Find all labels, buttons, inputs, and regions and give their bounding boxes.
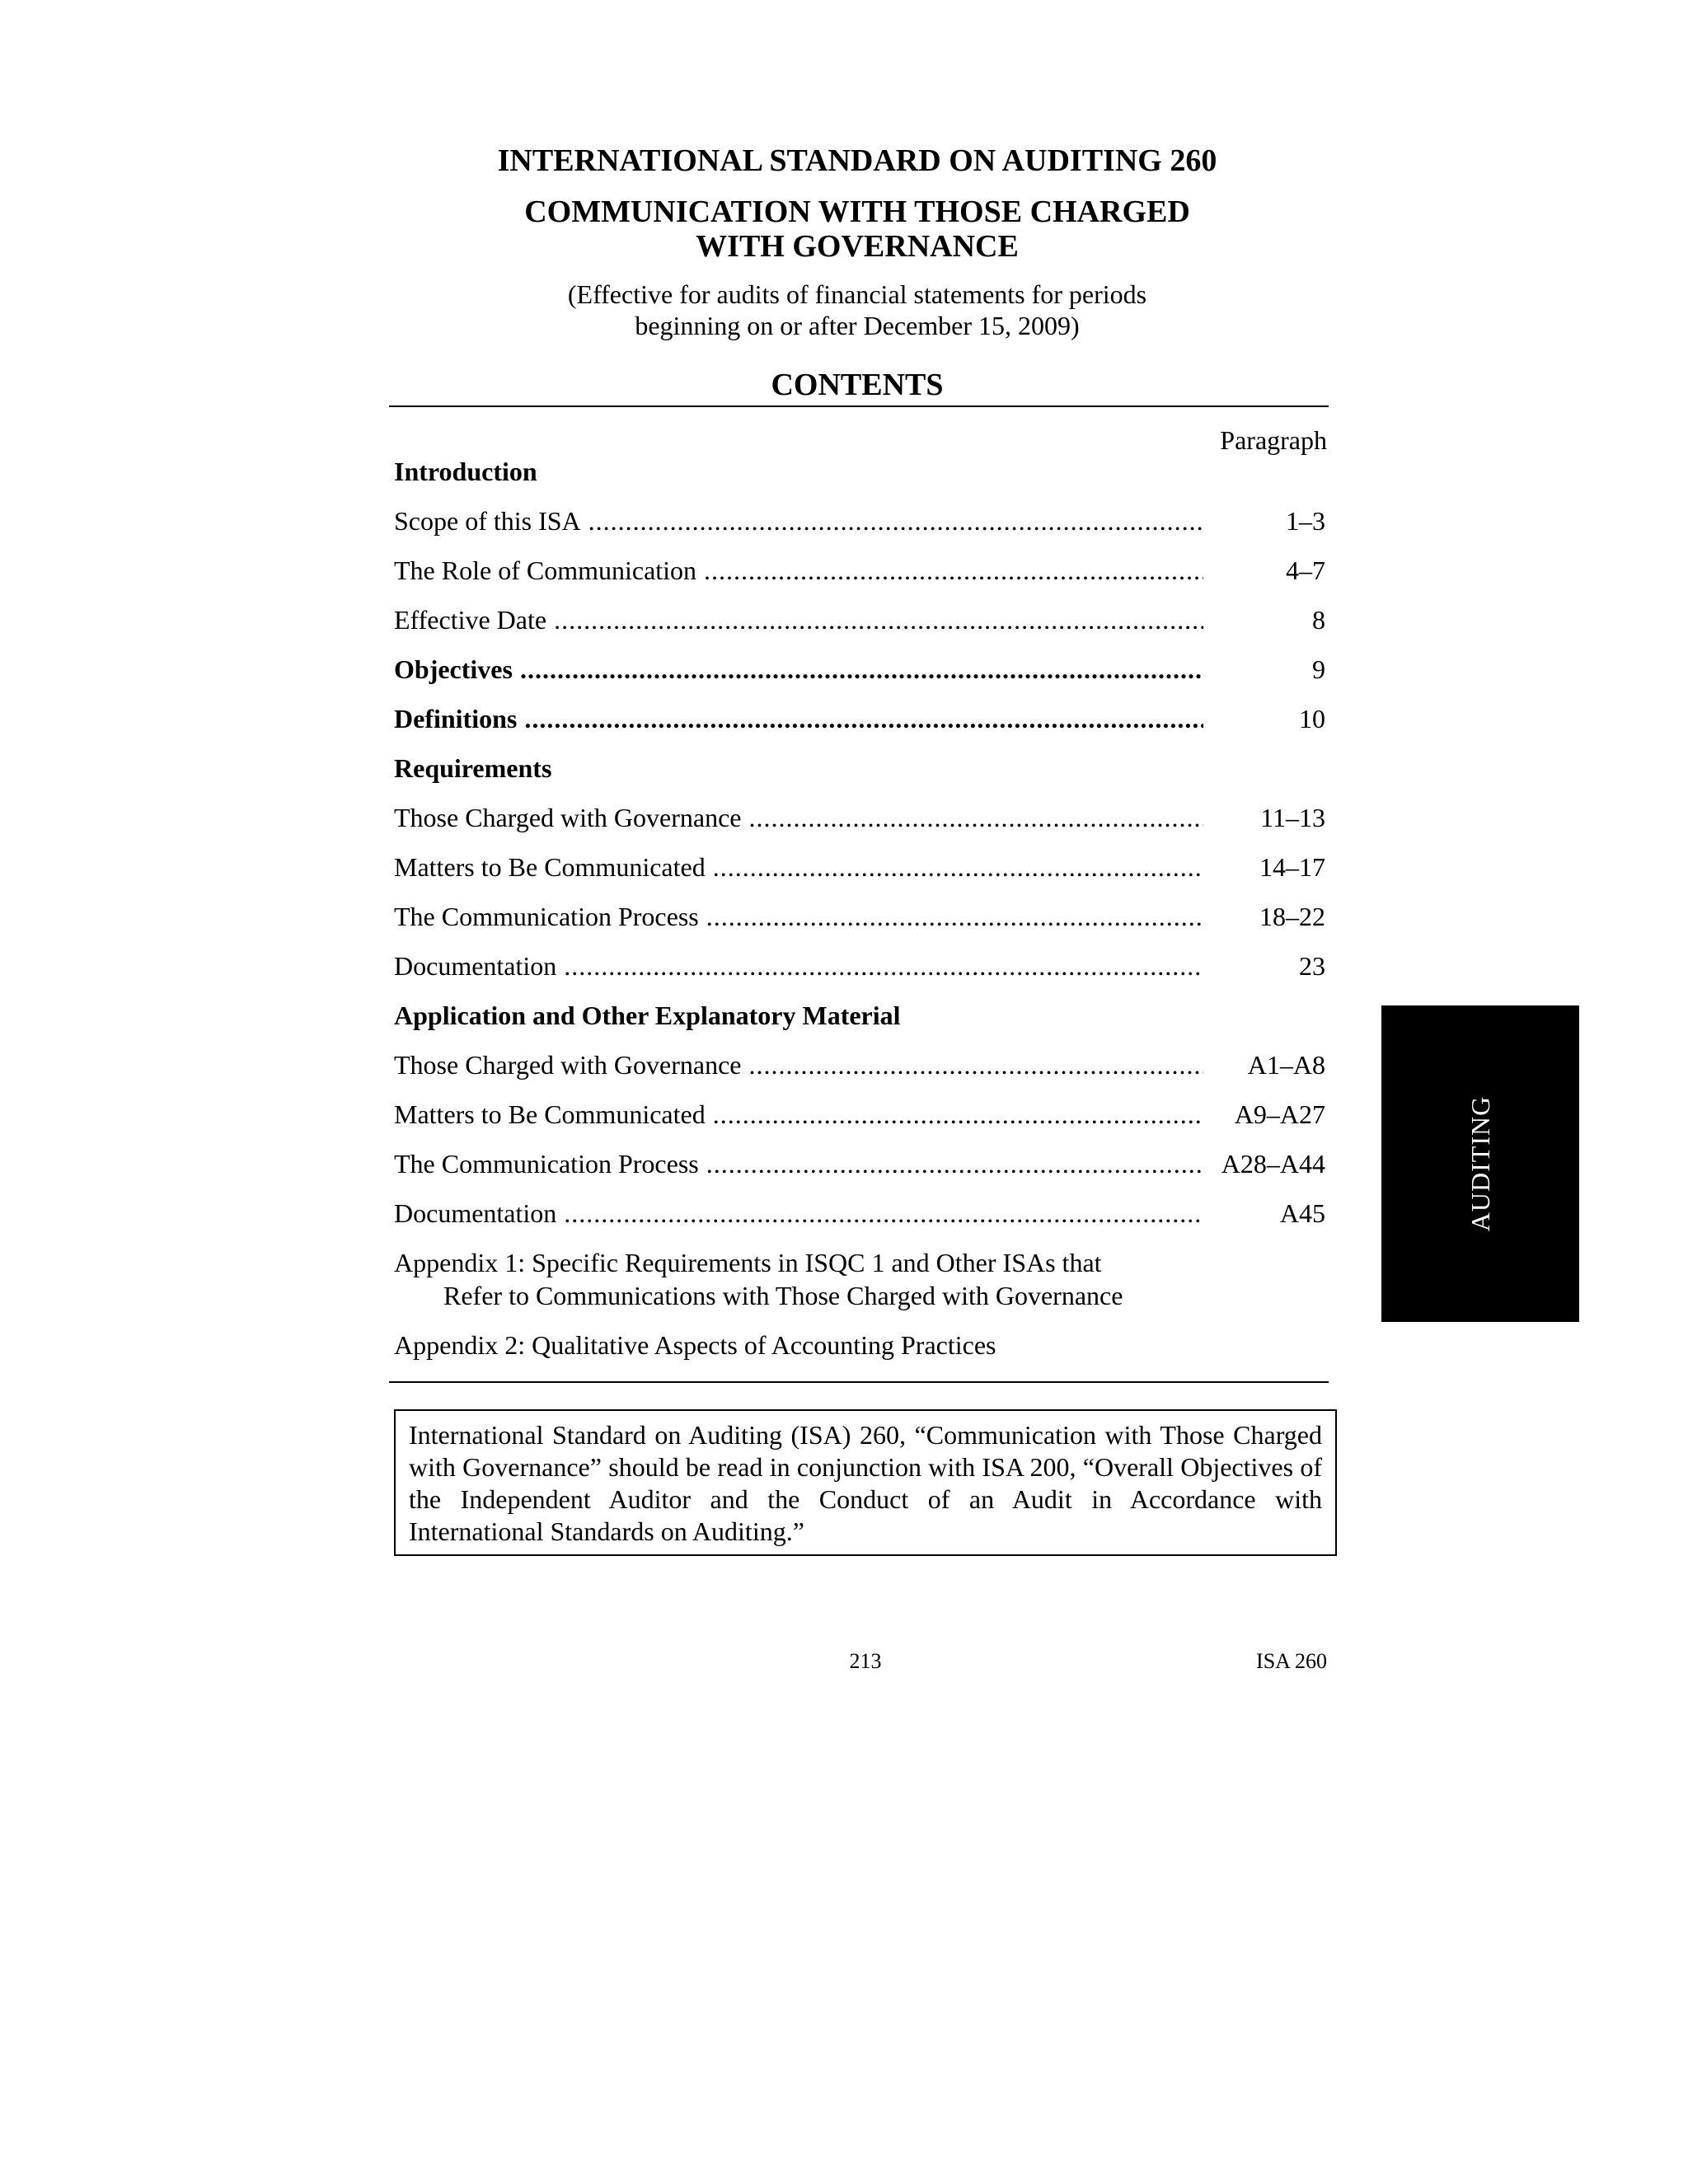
toc-appendix-1[interactable] — [394, 1246, 1123, 1312]
toc-entry-paragraph: 4–7 — [1286, 555, 1325, 585]
toc-appendix-2[interactable]: Appendix 2: Qualitative Aspects of Accounting Practices — [394, 1330, 996, 1360]
toc-entry-paragraph: 9 — [1312, 654, 1325, 684]
effective-line-2: beginning on or after December 15, 2009) — [635, 311, 1080, 340]
toc-entry[interactable] — [394, 1098, 1329, 1131]
toc-entry-paragraph: A9–A27 — [1234, 1099, 1325, 1129]
toc-entry-paragraph: 23 — [1299, 951, 1325, 981]
toc-entry-paragraph: 10 — [1299, 704, 1325, 733]
toc-entry[interactable] — [394, 1048, 1329, 1081]
toc-entry-label: The Communication Process ..... — [394, 1147, 1203, 1180]
toc-entry-label: Scope of this ISA ..... — [394, 504, 1203, 537]
subtitle-line-1: COMMUNICATION WITH THOSE CHARGED — [524, 194, 1190, 229]
conjunction-notice-text: International Standard on Auditing (ISA) 260, “Communication with Those Charged with Governance” should be read in conjunction with ISA 200, “Overall Objectives of the Independent Auditor and the Conduct of an Audit in Accordance with International Standards on Auditing.” — [409, 1420, 1322, 1546]
effective-date-note — [387, 279, 1327, 341]
toc-entry-label: The Communication Process ..... — [394, 900, 1203, 933]
toc-entry-paragraph: 18–22 — [1259, 902, 1325, 931]
toc-entry-paragraph: A45 — [1279, 1198, 1325, 1228]
appendix-1-line-1: Appendix 1: Specific Requirements in ISQC 1 and Other ISAs that — [394, 1248, 1102, 1277]
contents-top-rule — [389, 405, 1329, 407]
standard-subtitle — [387, 194, 1327, 264]
toc-entry-paragraph: A1–A8 — [1247, 1050, 1325, 1080]
toc-entry-label: Documentation ..... — [394, 1197, 1203, 1230]
toc-entry[interactable] — [394, 603, 1329, 636]
page-number: 213 — [849, 1649, 882, 1673]
toc-entry-label: Those Charged with Governance ..... — [394, 801, 1203, 834]
toc-entry-paragraph: A28–A44 — [1221, 1149, 1325, 1179]
section-application-material: Application and Other Explanatory Material — [394, 1001, 901, 1030]
toc-entry-label: Objectives ..... — [394, 653, 1203, 686]
toc-entry[interactable] — [394, 900, 1329, 933]
toc-entry[interactable] — [394, 801, 1329, 834]
appendix-1-line-2: Refer to Communications with Those Charged with Governance — [443, 1281, 1123, 1310]
toc-entry-paragraph: 11–13 — [1260, 803, 1325, 832]
toc-entry[interactable] — [394, 702, 1329, 735]
toc-entry-label: Documentation ..... — [394, 949, 1203, 982]
toc-entry[interactable] — [394, 554, 1329, 587]
section-thumb-tab — [1381, 1005, 1579, 1322]
toc-entry[interactable] — [394, 653, 1329, 686]
standard-reference: ISA 260 — [1256, 1649, 1327, 1673]
toc-entry[interactable] — [394, 1147, 1329, 1180]
standard-title: INTERNATIONAL STANDARD ON AUDITING 260 — [497, 143, 1217, 178]
toc-entry[interactable] — [394, 504, 1329, 537]
toc-entry-label: Effective Date ..... — [394, 603, 1203, 636]
toc-entry-paragraph: 14–17 — [1259, 852, 1325, 882]
section-requirements: Requirements — [394, 753, 552, 783]
toc-entry-paragraph: 1–3 — [1286, 506, 1325, 536]
section-thumb-tab-label: AUDITING — [1465, 1095, 1495, 1232]
toc-entry-label: Those Charged with Governance ..... — [394, 1048, 1203, 1081]
subtitle-line-2: WITH GOVERNANCE — [696, 229, 1019, 264]
section-introduction: Introduction — [394, 457, 537, 486]
toc-entry[interactable] — [394, 1197, 1329, 1230]
toc-entry-label: Matters to Be Communicated ..... — [394, 851, 1203, 883]
toc-entry-label: Definitions ..... — [394, 702, 1203, 735]
toc-entry-paragraph: 8 — [1312, 605, 1325, 635]
conjunction-notice-box — [394, 1409, 1337, 1556]
paragraph-column-label: Paragraph — [1220, 425, 1327, 455]
title-block — [387, 140, 1327, 341]
toc-entry-label: Matters to Be Communicated ..... — [394, 1098, 1203, 1131]
toc-entry[interactable] — [394, 949, 1329, 982]
toc-entry[interactable] — [394, 851, 1329, 883]
contents-bottom-rule — [389, 1381, 1329, 1383]
effective-line-1: (Effective for audits of financial statements for periods — [567, 279, 1147, 309]
contents-heading: CONTENTS — [771, 368, 944, 402]
toc-entry-label: The Role of Communication ..... — [394, 554, 1203, 587]
